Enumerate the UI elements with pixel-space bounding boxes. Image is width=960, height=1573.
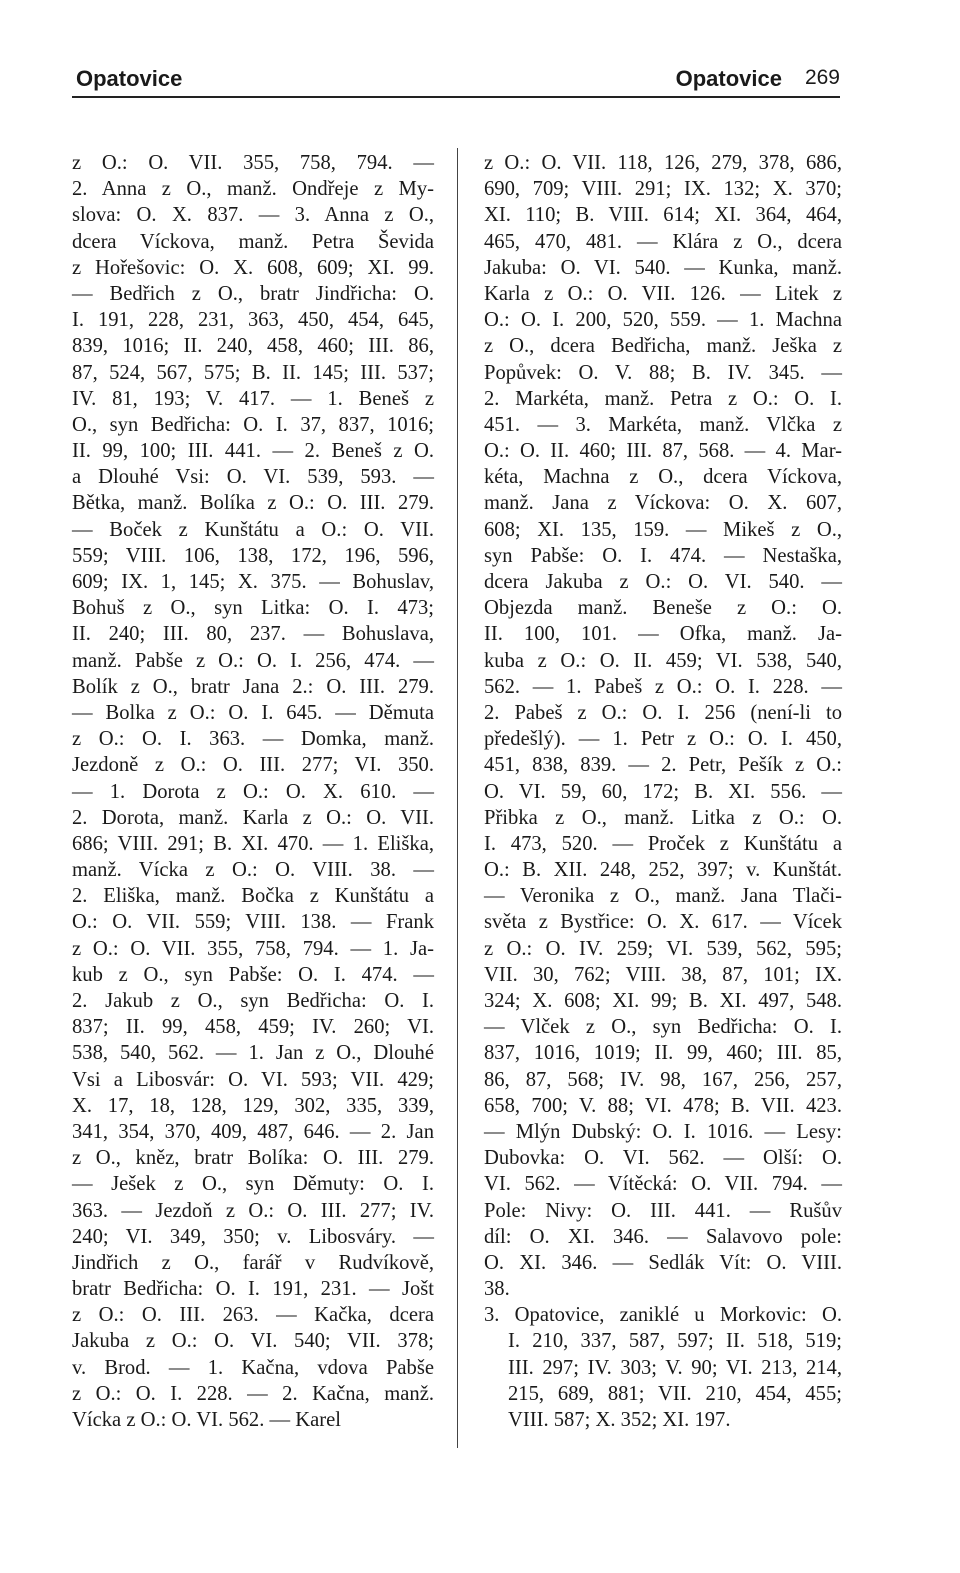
text-line: O., syn Bedřicha: O. I. 37, 837, 1016; <box>72 413 434 436</box>
text-line: syn Pabše: O. I. 474. — Nestaška, <box>484 544 842 567</box>
running-header <box>72 62 840 98</box>
text-line: 451, 838, 839. — 2. Petr, Pešík z O.: <box>484 754 842 777</box>
text-line: 2. Eliška, manž. Bočka z Kunštátu a <box>72 885 434 908</box>
text-line: manž. Jana z Víckova: O. X. 607, <box>484 492 842 515</box>
text-line: Dubovka: O. VI. 562. — Olší: O. <box>484 1147 842 1170</box>
text-line: 658, 700; V. 88; VI. 478; B. VII. 423. <box>484 1094 842 1117</box>
text-line: z O., kněz, bratr Bolíka: O. III. 279. <box>72 1147 434 1170</box>
text-line: v. Brod. — 1. Kačna, vdova Pabše <box>72 1356 434 1379</box>
text-line: Bolík z O., bratr Jana 2.: O. III. 279. <box>72 675 434 698</box>
text-line: kub z O., syn Pabše: O. I. 474. — <box>72 963 434 986</box>
text-line: — Vlček z O., syn Bedřicha: O. I. <box>484 1016 842 1039</box>
text-line: Popůvek: O. V. 88; B. IV. 345. — <box>484 361 842 384</box>
text-line: slova: O. X. 837. — 3. Anna z O., <box>72 204 434 227</box>
text-line: 86, 87, 568; IV. 98, 167, 256, 257, <box>484 1068 842 1091</box>
text-line: kuba z O.: O. II. 459; VI. 538, 540, <box>484 649 842 672</box>
text-line: — Mlýn Dubský: O. I. 1016. — Lesy: <box>484 1120 842 1143</box>
text-line: 2. Jakub z O., syn Bedřicha: O. I. <box>72 990 434 1012</box>
text-line: O.: O. VII. 559; VIII. 138. — Frank <box>72 911 434 934</box>
text-line: VIII. 587; X. 352; XI. 197. <box>508 1409 731 1431</box>
text-line: 2. Anna z O., manž. Ondřeje z My- <box>72 178 434 201</box>
text-line: kéta, Machna z O., dcera Víckova, <box>484 466 842 489</box>
text-line: Pole: Nivy: O. III. 441. — Rušův <box>484 1199 842 1222</box>
text-line: 608; XI. 135, 159. — Mikeš z O., <box>484 518 842 541</box>
text-line: 2. Markéta, manž. Petra z O.: O. I. <box>484 387 842 410</box>
text-line: 837, 1016, 1019; II. 99, 460; III. 85, <box>484 1042 842 1065</box>
text-line: bratr Bedřicha: O. I. 191, 231. — Jošt <box>72 1278 434 1301</box>
text-line: 686; VIII. 291; B. XI. 470. — 1. Eliška, <box>72 832 434 855</box>
text-line: Objezda manž. Beneše z O.: O. <box>484 597 842 620</box>
text-line: Jezdoně z O.: O. III. 277; VI. 350. <box>72 754 434 777</box>
text-line: dcera Víckova, manž. Petra Ševida <box>72 230 434 253</box>
text-line: 451. — 3. Markéta, manž. Vlčka z <box>484 413 842 436</box>
text-line: Přibka z O., manž. Litka z O.: O. <box>484 806 842 829</box>
text-line: X. 17, 18, 128, 129, 302, 335, 339, <box>72 1094 434 1117</box>
text-line: VI. 562. — Vítěcká: O. VII. 794. — <box>484 1173 842 1196</box>
text-line: Bohuš z O., syn Litka: O. I. 473; <box>72 597 434 620</box>
text-line: světa z Bystřice: O. X. 617. — Vícek <box>484 911 842 934</box>
text-line: — 1. Dorota z O.: O. X. 610. — <box>72 780 434 803</box>
text-line: Jindřich z O., farář v Rudvíkově, <box>72 1251 434 1274</box>
header-title-left: Opatovice <box>76 66 183 91</box>
text-line: 839, 1016; II. 240, 458, 460; III. 86, <box>72 335 434 358</box>
text-line: I. 191, 228, 231, 363, 450, 454, 645, <box>72 309 434 332</box>
text-line: O. XI. 346. — Sedlák Vít: O. VIII. <box>484 1251 842 1274</box>
text-line: 562. — 1. Pabeš z O.: O. I. 228. — <box>484 675 842 698</box>
text-line: z O.: O. III. 263. — Kačka, dcera <box>72 1304 434 1327</box>
text-line: z O.: O. I. 363. — Domka, manž. <box>72 728 434 751</box>
text-line: II. 100, 101. — Ofka, manž. Ja- <box>484 623 842 646</box>
text-line: IV. 81, 193; V. 417. — 1. Beneš z <box>72 387 434 410</box>
text-line: — Bedřich z O., bratr Jindřicha: O. <box>72 282 434 305</box>
text-line: III. 297; IV. 303; V. 90; VI. 213, 214, <box>508 1356 842 1379</box>
text-line: 87, 524, 567, 575; B. II. 145; III. 537; <box>72 361 434 384</box>
text-line: z Hořešovic: O. X. 608, 609; XI. 99. <box>72 256 434 279</box>
text-line: dcera Jakuba z O.: O. VI. 540. — <box>484 571 842 593</box>
left-column <box>72 150 434 1433</box>
page-number: 269 <box>804 66 840 89</box>
text-line: 465, 470, 481. — Klára z O., dcera <box>484 230 842 253</box>
text-line: O. VI. 59, 60, 172; B. XI. 556. — <box>484 780 842 803</box>
text-line: VII. 30, 762; VIII. 38, 87, 101; IX. <box>484 963 842 986</box>
right-column <box>484 150 842 1433</box>
text-line: z O., dcera Bedřicha, manž. Ješka z <box>484 335 842 358</box>
column-divider <box>457 148 458 1448</box>
text-line: z O.: O. VII. 355, 758, 794. — <box>72 152 434 174</box>
text-line: díl: O. XI. 346. — Salavovo pole: <box>484 1225 842 1248</box>
header-title-right: Opatovice <box>675 66 782 91</box>
text-line: manž. Pabše z O.: O. I. 256, 474. — <box>72 649 434 672</box>
text-line: 837; II. 99, 458, 459; IV. 260; VI. <box>72 1016 434 1039</box>
text-line: 341, 354, 370, 409, 487, 646. — 2. Jan <box>72 1120 434 1143</box>
text-line: předešlý). — 1. Petr z O.: O. I. 450, <box>484 728 842 751</box>
text-line: I. 473, 520. — Proček z Kunštátu a <box>484 832 842 855</box>
text-line: — Ješek z O., syn Děmuty: O. I. <box>72 1173 434 1196</box>
text-line: Vícka z O.: O. VI. 562. — Karel <box>72 1409 341 1431</box>
text-line: Bětka, manž. Bolíka z O.: O. III. 279. <box>72 492 434 515</box>
text-line: Jakuba: O. VI. 540. — Kunka, manž. <box>484 256 842 279</box>
text-line: 690, 709; VIII. 291; IX. 132; X. 370; <box>484 178 842 201</box>
text-line: 559; VIII. 106, 138, 172, 196, 596, <box>72 544 434 567</box>
text-line: 2. Dorota, manž. Karla z O.: O. VII. <box>72 806 434 829</box>
text-line: Jakuba z O.: O. VI. 540; VII. 378; <box>72 1330 434 1353</box>
text-line: II. 240; III. 80, 237. — Bohuslava, <box>72 623 434 646</box>
text-line: 538, 540, 562. — 1. Jan z O., Dlouhé <box>72 1042 434 1065</box>
text-line: I. 210, 337, 587, 597; II. 518, 519; <box>508 1330 842 1353</box>
text-line: O.: O. I. 200, 520, 559. — 1. Machna <box>484 309 842 332</box>
text-line: manž. Vícka z O.: O. VIII. 38. — <box>72 859 434 882</box>
text-line: — Boček z Kunštátu a O.: O. VII. <box>72 518 434 541</box>
text-line: 215, 689, 881; VII. 210, 454, 455; <box>508 1382 842 1405</box>
text-line: Vsi a Libosvár: O. VI. 593; VII. 429; <box>72 1068 434 1091</box>
text-line: 363. — Jezdoň z O.: O. III. 277; IV. <box>72 1199 434 1222</box>
text-line: O.: B. XII. 248, 252, 397; v. Kunštát. <box>484 859 842 882</box>
text-line: 3. Opatovice, zaniklé u Morkovic: O. <box>484 1304 842 1327</box>
text-line: 2. Pabeš z O.: O. I. 256 (není-li to <box>484 701 842 724</box>
text-line: 240; VI. 349, 350; v. Libosváry. — <box>72 1225 434 1248</box>
text-line: z O.: O. VII. 118, 126, 279, 378, 686, <box>484 152 842 174</box>
text-line: O.: O. II. 460; III. 87, 568. — 4. Mar- <box>484 440 842 463</box>
text-line: — Veronika z O., manž. Jana Tlači- <box>484 885 842 908</box>
text-line: 324; X. 608; XI. 99; B. XI. 497, 548. <box>484 990 842 1012</box>
text-line: a Dlouhé Vsi: O. VI. 539, 593. — <box>72 466 434 489</box>
text-line: — Bolka z O.: O. I. 645. — Děmuta <box>72 701 434 724</box>
text-line: XI. 110; B. VIII. 614; XI. 364, 464, <box>484 204 842 227</box>
text-line: z O.: O. VII. 355, 758, 794. — 1. Ja- <box>72 937 434 960</box>
text-line: Karla z O.: O. VII. 126. — Litek z <box>484 282 842 305</box>
text-line: 609; IX. 1, 145; X. 375. — Bohuslav, <box>72 571 434 593</box>
text-line: 38. <box>484 1278 510 1301</box>
text-line: z O.: O. I. 228. — 2. Kačna, manž. <box>72 1382 434 1405</box>
text-line: z O.: O. IV. 259; VI. 539, 562, 595; <box>484 937 842 960</box>
text-line: II. 99, 100; III. 441. — 2. Beneš z O. <box>72 440 434 463</box>
